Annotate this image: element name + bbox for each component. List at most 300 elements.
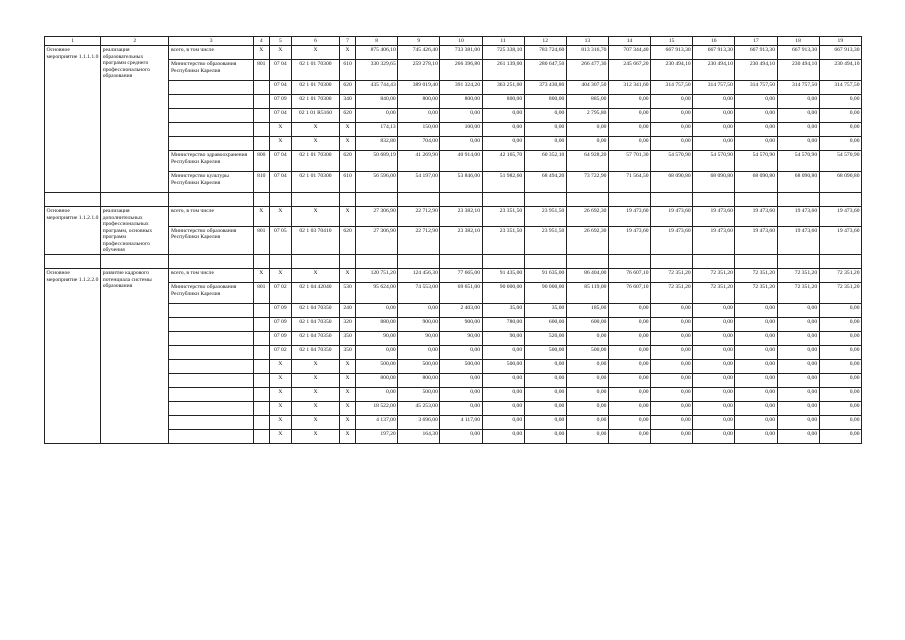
value-cell: 72 351,20: [819, 283, 861, 304]
value-cell: 667 913,30: [819, 46, 861, 60]
value-cell: 0,00: [777, 430, 819, 444]
value-cell: 0,00: [735, 318, 777, 332]
value-cell: 0,00: [608, 109, 650, 123]
spacer-cell: [356, 193, 398, 207]
value-cell: 840,00: [356, 95, 398, 109]
table-row: [45, 207, 862, 226]
target-code-cell: X: [291, 360, 339, 374]
spacer-cell: [291, 193, 339, 207]
value-cell: 69 651,00: [440, 283, 482, 304]
value-cell: 60 352,10: [524, 151, 566, 172]
value-cell: 0,00: [482, 388, 524, 402]
value-cell: 72 351,20: [735, 269, 777, 283]
value-cell: 19 473,60: [735, 226, 777, 255]
spacer-cell: [356, 255, 398, 269]
value-cell: 0,00: [524, 109, 566, 123]
value-cell: 42 165,70: [482, 151, 524, 172]
value-cell: 0,00: [693, 374, 735, 388]
value-cell: 0,00: [608, 388, 650, 402]
executor-cell: [169, 304, 253, 318]
value-cell: 500,00: [398, 388, 440, 402]
value-cell: 57 701,30: [608, 151, 650, 172]
executor-cell: [169, 346, 253, 360]
value-cell: 90 000,00: [482, 283, 524, 304]
value-cell: 19 473,60: [693, 226, 735, 255]
value-cell: 0,00: [482, 374, 524, 388]
value-cell: 0,00: [651, 346, 693, 360]
value-cell: 667 913,30: [651, 46, 693, 60]
description-cell: реализация образовательных программ среднего профессионального образования: [101, 46, 169, 193]
target-code-cell: X: [291, 402, 339, 416]
spacer-cell: [101, 193, 169, 207]
value-cell: 18 522,00: [356, 402, 398, 416]
value-cell: 0,00: [524, 430, 566, 444]
value-cell: 0,00: [524, 374, 566, 388]
target-code-cell: X: [291, 430, 339, 444]
value-cell: 0,00: [482, 123, 524, 137]
executor-cell: Министерство образования Республики Карелия: [169, 60, 253, 81]
value-cell: 91 435,00: [482, 269, 524, 283]
value-cell: 373 430,80: [524, 81, 566, 95]
value-cell: 68 090,80: [693, 172, 735, 193]
value-cell: 41 269,90: [398, 151, 440, 172]
value-cell: 0,00: [566, 388, 608, 402]
value-cell: 0,00: [608, 318, 650, 332]
target-code-cell: 02 1 01 70300: [291, 151, 339, 172]
value-cell: 0,00: [356, 346, 398, 360]
value-cell: 0,00: [440, 137, 482, 151]
header-cell: 11: [482, 37, 524, 46]
spacer-cell: [169, 193, 253, 207]
description-cell: развитие кадрового потенциала системы образования: [101, 269, 169, 444]
header-cell: 1: [45, 37, 101, 46]
value-cell: 22 712,90: [398, 226, 440, 255]
value-cell: 600,00: [524, 318, 566, 332]
value-cell: 76 607,10: [608, 269, 650, 283]
target-code-cell: 02 1 04 70350: [291, 318, 339, 332]
section-cell: X: [269, 123, 291, 137]
executor-cell: [169, 374, 253, 388]
executor-cell: [169, 416, 253, 430]
spacer-cell: [735, 193, 777, 207]
value-cell: 90,00: [440, 332, 482, 346]
executor-cell: [169, 360, 253, 374]
value-cell: 280 647,50: [524, 60, 566, 81]
code-cell: [253, 123, 269, 137]
code-cell: [253, 346, 269, 360]
value-cell: 0,00: [482, 109, 524, 123]
code-cell: [253, 374, 269, 388]
value-cell: 363 251,00: [482, 81, 524, 95]
target-code-cell: X: [291, 388, 339, 402]
spacer-cell: [693, 255, 735, 269]
table-row: [45, 46, 862, 60]
code-cell: X: [253, 46, 269, 60]
target-code-cell: X: [291, 123, 339, 137]
value-cell: 0,00: [566, 137, 608, 151]
expense-type-cell: 620: [340, 81, 356, 95]
section-cell: 07 04: [269, 60, 291, 81]
spacer-cell: [566, 193, 608, 207]
expense-type-cell: X: [340, 360, 356, 374]
value-cell: 0,00: [693, 304, 735, 318]
expense-type-cell: X: [340, 207, 356, 226]
value-cell: 0,00: [819, 123, 861, 137]
spacer-cell: [440, 255, 482, 269]
executor-cell: всего, в том числе: [169, 46, 253, 60]
spacer-cell: [693, 193, 735, 207]
value-cell: 72 351,20: [777, 269, 819, 283]
expense-type-cell: X: [340, 402, 356, 416]
expense-type-cell: 620: [340, 226, 356, 255]
section-cell: X: [269, 402, 291, 416]
value-cell: 68 090,80: [735, 172, 777, 193]
value-cell: 0,00: [819, 388, 861, 402]
value-cell: 875 406,10: [356, 46, 398, 60]
value-cell: 0,00: [777, 402, 819, 416]
value-cell: 91 635,00: [524, 269, 566, 283]
code-cell: [253, 304, 269, 318]
section-cell: 07 04: [269, 151, 291, 172]
value-cell: 0,00: [777, 95, 819, 109]
value-cell: 23 382,10: [440, 207, 482, 226]
value-cell: 50 689,19: [356, 151, 398, 172]
header-cell: 3: [169, 37, 253, 46]
value-cell: 19 473,60: [651, 226, 693, 255]
value-cell: 0,00: [693, 360, 735, 374]
value-cell: 783 724,60: [524, 46, 566, 60]
header-cell: 14: [608, 37, 650, 46]
value-cell: 0,00: [608, 123, 650, 137]
value-cell: 314 757,50: [777, 81, 819, 95]
expense-type-cell: X: [340, 374, 356, 388]
header-cell: 13: [566, 37, 608, 46]
value-cell: 780,00: [482, 318, 524, 332]
target-code-cell: X: [291, 374, 339, 388]
value-cell: 27 306,90: [356, 207, 398, 226]
value-cell: 164,30: [398, 430, 440, 444]
value-cell: 0,00: [608, 95, 650, 109]
value-cell: 23 351,50: [482, 207, 524, 226]
value-cell: 0,00: [819, 374, 861, 388]
header-cell: 7: [340, 37, 356, 46]
value-cell: 0,00: [651, 318, 693, 332]
value-cell: 707 344,40: [608, 46, 650, 60]
expense-type-cell: X: [340, 416, 356, 430]
spacer-cell: [398, 193, 440, 207]
value-cell: 314 757,50: [819, 81, 861, 95]
value-cell: 0,00: [735, 137, 777, 151]
value-cell: 0,00: [693, 332, 735, 346]
value-cell: 0,00: [819, 346, 861, 360]
value-cell: 71 564,50: [608, 172, 650, 193]
spacer-cell: [440, 193, 482, 207]
value-cell: 389 019,40: [398, 81, 440, 95]
value-cell: 704,00: [398, 137, 440, 151]
spacer-cell: [45, 193, 101, 207]
code-cell: X: [253, 207, 269, 226]
value-cell: 0,00: [693, 388, 735, 402]
value-cell: 185,00: [566, 304, 608, 318]
value-cell: 27 306,90: [356, 226, 398, 255]
expense-type-cell: 320: [340, 318, 356, 332]
value-cell: 2 795,80: [566, 109, 608, 123]
header-cell: 8: [356, 37, 398, 46]
value-cell: 312 341,60: [608, 81, 650, 95]
code-cell: 801: [253, 226, 269, 255]
value-cell: 19 473,60: [651, 207, 693, 226]
section-cell: X: [269, 137, 291, 151]
value-cell: 0,00: [735, 360, 777, 374]
section-cell: 07 09: [269, 304, 291, 318]
spacer-cell: [101, 255, 169, 269]
value-cell: 813 316,70: [566, 46, 608, 60]
value-cell: 54 570,90: [777, 151, 819, 172]
value-cell: 0,00: [735, 304, 777, 318]
value-cell: 0,00: [819, 430, 861, 444]
value-cell: 174,13: [356, 123, 398, 137]
value-cell: 0,00: [651, 123, 693, 137]
value-cell: 72 351,20: [777, 283, 819, 304]
value-cell: 667 913,30: [693, 46, 735, 60]
value-cell: 0,00: [735, 332, 777, 346]
expense-type-cell: 620: [340, 151, 356, 172]
expense-type-cell: 340: [340, 95, 356, 109]
value-cell: 0,00: [777, 332, 819, 346]
header-cell: 12: [524, 37, 566, 46]
spacer-cell: [398, 255, 440, 269]
value-cell: 0,00: [398, 109, 440, 123]
value-cell: 68 090,80: [651, 172, 693, 193]
section-cell: X: [269, 46, 291, 60]
spacer-cell: [253, 255, 269, 269]
value-cell: 4 137,00: [356, 416, 398, 430]
value-cell: 54 570,90: [693, 151, 735, 172]
spacer-cell: [482, 193, 524, 207]
spacer-cell: [340, 193, 356, 207]
value-cell: 0,00: [651, 332, 693, 346]
value-cell: 0,00: [693, 109, 735, 123]
value-cell: 0,00: [735, 346, 777, 360]
value-cell: 0,00: [651, 109, 693, 123]
value-cell: 0,00: [819, 402, 861, 416]
value-cell: 72 351,20: [693, 269, 735, 283]
executor-cell: Министерство здравоохранения Республики Карелия: [169, 151, 253, 172]
value-cell: 230 494,10: [819, 60, 861, 81]
value-cell: 0,00: [524, 137, 566, 151]
expense-type-cell: 350: [340, 346, 356, 360]
target-code-cell: 02 1 01 70300: [291, 172, 339, 193]
header-cell: 19: [819, 37, 861, 46]
target-code-cell: X: [291, 207, 339, 226]
target-code-cell: 02 1 04 70350: [291, 304, 339, 318]
value-cell: 124 456,30: [398, 269, 440, 283]
expense-type-cell: 610: [340, 60, 356, 81]
value-cell: 73 722,90: [566, 172, 608, 193]
value-cell: 0,00: [524, 416, 566, 430]
header-cell: 9: [398, 37, 440, 46]
executor-cell: всего, в том числе: [169, 269, 253, 283]
value-cell: 500,00: [356, 360, 398, 374]
code-cell: [253, 430, 269, 444]
header-cell: 4: [253, 37, 269, 46]
value-cell: 72 351,20: [735, 283, 777, 304]
value-cell: 0,00: [566, 402, 608, 416]
section-cell: 07 05: [269, 226, 291, 255]
value-cell: 259 278,10: [398, 60, 440, 81]
spacer-cell: [340, 255, 356, 269]
value-cell: 0,00: [777, 374, 819, 388]
value-cell: 19 473,60: [777, 226, 819, 255]
budget-table: [44, 36, 862, 444]
value-cell: 72 351,20: [819, 269, 861, 283]
value-cell: 2 403,00: [440, 304, 482, 318]
spacer-cell: [651, 255, 693, 269]
executor-cell: [169, 402, 253, 416]
header-cell: 15: [651, 37, 693, 46]
expense-type-cell: 530: [340, 283, 356, 304]
value-cell: 500,00: [566, 346, 608, 360]
value-cell: 54 570,90: [651, 151, 693, 172]
value-cell: 0,00: [608, 360, 650, 374]
value-cell: 725 338,10: [482, 46, 524, 60]
expense-type-cell: 620: [340, 109, 356, 123]
target-code-cell: 02 1 01 70300: [291, 60, 339, 81]
value-cell: 0,00: [735, 123, 777, 137]
value-cell: 885,00: [566, 95, 608, 109]
value-cell: 880,00: [356, 318, 398, 332]
value-cell: 500,00: [482, 360, 524, 374]
value-cell: 0,00: [524, 360, 566, 374]
value-cell: 230 494,10: [777, 60, 819, 81]
spacer-cell: [524, 193, 566, 207]
value-cell: 404 307,50: [566, 81, 608, 95]
value-cell: 76 607,10: [608, 283, 650, 304]
value-cell: 0,00: [651, 374, 693, 388]
value-cell: 0,00: [735, 430, 777, 444]
target-code-cell: 02 1 01 70300: [291, 81, 339, 95]
table-body: [45, 37, 862, 444]
value-cell: 90,00: [482, 332, 524, 346]
spacer-cell: [291, 255, 339, 269]
value-cell: 0,00: [482, 430, 524, 444]
section-cell: 07 04: [269, 81, 291, 95]
value-cell: 0,00: [651, 402, 693, 416]
spacer-cell: [735, 255, 777, 269]
value-cell: 54 570,90: [819, 151, 861, 172]
code-cell: 800: [253, 151, 269, 172]
value-cell: 54 197,00: [398, 172, 440, 193]
value-cell: 0,00: [524, 388, 566, 402]
value-cell: 72 351,20: [651, 269, 693, 283]
value-cell: 0,00: [651, 430, 693, 444]
value-cell: 0,00: [735, 374, 777, 388]
target-code-cell: X: [291, 269, 339, 283]
value-cell: 197,20: [356, 430, 398, 444]
value-cell: 0,00: [651, 416, 693, 430]
value-cell: 0,00: [819, 137, 861, 151]
value-cell: 500,00: [524, 346, 566, 360]
value-cell: 0,00: [440, 109, 482, 123]
table-row: [45, 269, 862, 283]
spacer-cell: [45, 255, 101, 269]
value-cell: 0,00: [819, 109, 861, 123]
spacer-cell: [524, 255, 566, 269]
measure-cell: Основное мероприятие 1.1.1.1.0: [45, 46, 101, 193]
value-cell: 800,00: [524, 95, 566, 109]
spacer-cell: [819, 255, 861, 269]
value-cell: 314 757,50: [735, 81, 777, 95]
section-cell: 07 02: [269, 346, 291, 360]
value-cell: 0,00: [608, 430, 650, 444]
value-cell: 391 324,20: [440, 81, 482, 95]
value-cell: 0,00: [482, 416, 524, 430]
value-cell: 19 473,60: [777, 207, 819, 226]
value-cell: 500,00: [398, 360, 440, 374]
value-cell: 0,00: [398, 346, 440, 360]
header-row: [45, 37, 862, 46]
value-cell: 0,00: [566, 416, 608, 430]
value-cell: 230 494,10: [693, 60, 735, 81]
value-cell: 85 119,00: [566, 283, 608, 304]
header-cell: 18: [777, 37, 819, 46]
target-code-cell: X: [291, 416, 339, 430]
target-code-cell: 02 1 04 42040: [291, 283, 339, 304]
value-cell: 800,00: [356, 374, 398, 388]
spacer-row: [45, 193, 862, 207]
value-cell: 51 982,60: [482, 172, 524, 193]
code-cell: [253, 137, 269, 151]
value-cell: 0,00: [777, 109, 819, 123]
value-cell: 0,00: [693, 346, 735, 360]
value-cell: 26 692,30: [566, 207, 608, 226]
value-cell: 0,00: [566, 332, 608, 346]
value-cell: 72 351,20: [693, 283, 735, 304]
value-cell: 800,00: [398, 374, 440, 388]
spacer-cell: [608, 255, 650, 269]
expense-type-cell: X: [340, 46, 356, 60]
spacer-cell: [608, 193, 650, 207]
section-cell: X: [269, 430, 291, 444]
value-cell: 77 665,00: [440, 269, 482, 283]
value-cell: 0,00: [482, 402, 524, 416]
value-cell: 45 253,00: [398, 402, 440, 416]
value-cell: 4 117,00: [440, 416, 482, 430]
code-cell: [253, 360, 269, 374]
spacer-cell: [169, 255, 253, 269]
value-cell: 600,00: [566, 318, 608, 332]
value-cell: 230 494,10: [735, 60, 777, 81]
executor-cell: [169, 123, 253, 137]
code-cell: [253, 95, 269, 109]
value-cell: 3 696,00: [398, 416, 440, 430]
spacer-cell: [777, 193, 819, 207]
header-cell: 6: [291, 37, 339, 46]
header-cell: 2: [101, 37, 169, 46]
code-cell: 801: [253, 60, 269, 81]
value-cell: 95 624,00: [356, 283, 398, 304]
value-cell: 26 692,30: [566, 226, 608, 255]
value-cell: 500,00: [440, 360, 482, 374]
value-cell: 0,00: [777, 304, 819, 318]
value-cell: 0,00: [524, 402, 566, 416]
code-cell: [253, 109, 269, 123]
value-cell: 0,00: [735, 109, 777, 123]
value-cell: 0,00: [777, 360, 819, 374]
value-cell: 745 426,40: [398, 46, 440, 60]
value-cell: 0,00: [651, 137, 693, 151]
section-cell: X: [269, 374, 291, 388]
